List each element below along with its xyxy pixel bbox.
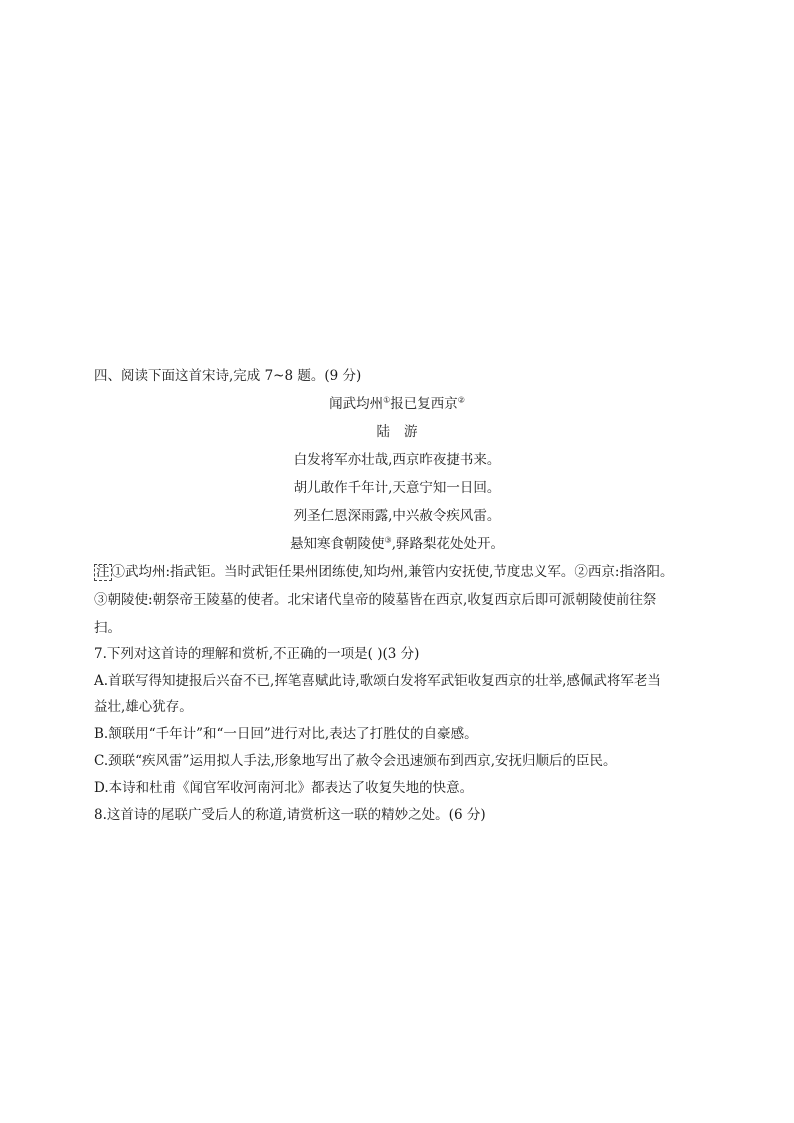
notes-text-1: ①武均州:指武钜。当时武钜任果州团练使,知均州,兼管内安抚使,节度忠义军。②西京:指洛阳。 bbox=[111, 564, 674, 580]
question-7-option-d: D.本诗和杜甫《闻官军收河南河北》都表达了收复失地的快意。 bbox=[94, 780, 474, 796]
notes-label: 注 bbox=[96, 564, 110, 580]
poem-line-4a: 悬知寒食朝陵使 bbox=[290, 536, 385, 552]
poem-title-text-mid: 报已复西京 bbox=[390, 396, 458, 412]
question-7-stem: 7.下列对这首诗的理解和赏析,不正确的一项是( )(3 分) bbox=[94, 646, 420, 662]
notes-line-3: 扫。 bbox=[94, 620, 121, 636]
notes-line-2: ③朝陵使:朝祭帝王陵墓的使者。北宋诸代皇帝的陵墓皆在西京,收复西京后即可派朝陵使前往祭 bbox=[94, 592, 657, 608]
poem-title-text: 闻武均州 bbox=[329, 396, 384, 412]
question-7-option-c: C.颈联“疾风雷”运用拟人手法,形象地写出了赦令会迅速颁布到西京,安抚归顺后的臣民。 bbox=[94, 753, 617, 769]
poem-line-4 bbox=[0, 535, 794, 553]
question-7-option-b: B.颔联用“千年计”和“一日回”进行对比,表达了打胜仗的自豪感。 bbox=[94, 726, 478, 742]
poem-line-4b: ,驿路梨花处处开。 bbox=[391, 536, 504, 552]
footnote-mark-3: ③ bbox=[384, 535, 392, 545]
footnote-mark-2: ② bbox=[457, 395, 465, 405]
section-heading: 四、阅读下面这首宋诗,完成 7~8 题。(9 分) bbox=[94, 368, 362, 384]
poem-line-1: 白发将军亦壮哉,西京昨夜捷书来。 bbox=[293, 452, 501, 468]
poem-line-3: 列圣仁恩深雨露,中兴赦令疾风雷。 bbox=[293, 508, 501, 524]
question-7-option-a-line-1: A.首联写得知捷报后兴奋不已,挥笔喜赋此诗,歌颂白发将军武钜收复西京的壮举,感佩武将军老当 bbox=[94, 673, 661, 689]
poem-author bbox=[0, 423, 794, 441]
poem-line-2: 胡儿敢作千年计,天意宁知一日回。 bbox=[293, 480, 501, 496]
footnote-mark-1: ① bbox=[383, 395, 391, 405]
poem-author-text: 陆游 bbox=[376, 424, 432, 440]
poem-title bbox=[0, 395, 794, 413]
question-7-option-a-line-2: 益壮,雄心犹存。 bbox=[94, 699, 193, 715]
notes-line-1 bbox=[94, 563, 673, 581]
question-8-stem: 8.这首诗的尾联广受后人的称道,请赏析这一联的精妙之处。(6 分) bbox=[94, 807, 486, 823]
